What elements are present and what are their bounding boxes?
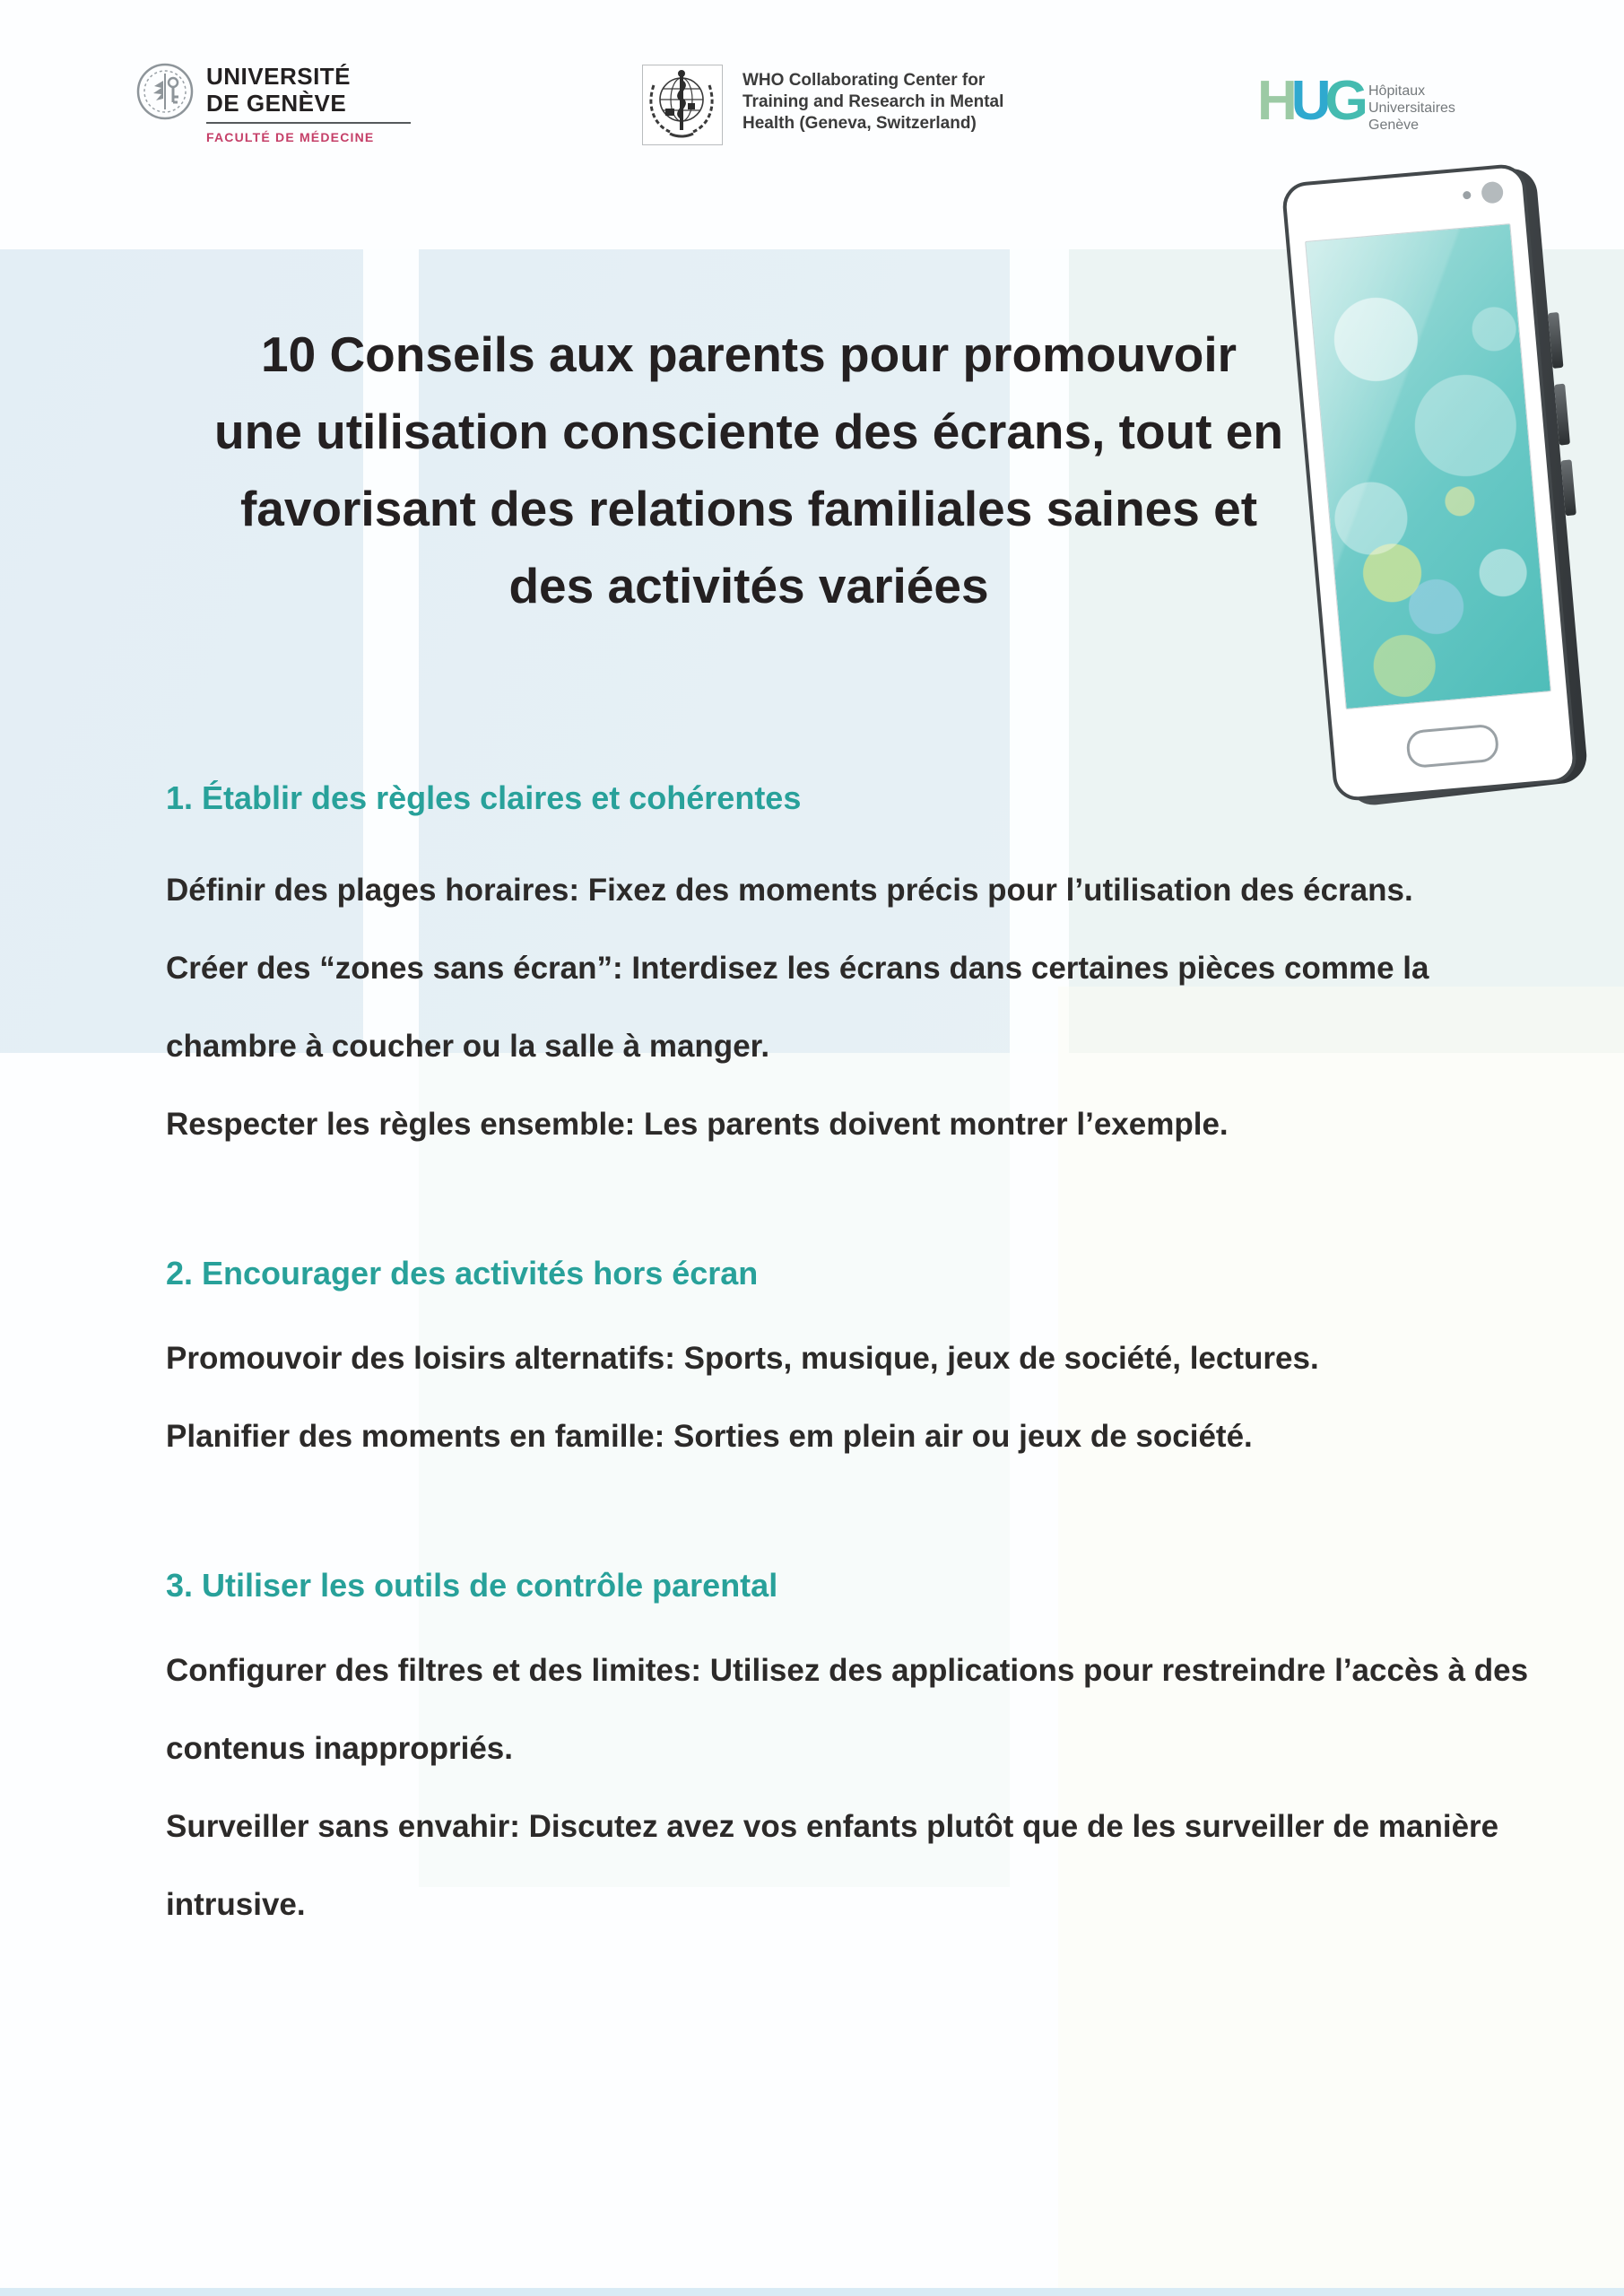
unige-faculty-label: FACULTÉ DE MÉDECINE: [206, 130, 375, 144]
section-regles-claires: [166, 778, 1583, 1163]
title-line-2: une utilisation consciente des écrans, tout en: [214, 404, 1283, 459]
section-3-line-2: contenus inappropriés.: [166, 1731, 513, 1766]
who-label-line2: Training and Research in Mental: [743, 92, 1004, 111]
section-1-heading: 1. Établir des règles claires et cohérentes: [166, 779, 802, 816]
title-line-4: des activités variées: [508, 558, 989, 613]
phone-home-button: [1405, 724, 1499, 770]
hug-letter-h: H: [1257, 70, 1291, 132]
section-1-line-1: Définir des plages horaires: Fixez des moments précis pour l’utilisation des écrans.: [166, 873, 1413, 908]
hug-label-line2: Universitaires: [1368, 100, 1455, 116]
hug-letter-u: U: [1290, 70, 1325, 132]
section-3-heading: 3. Utiliser les outils de contrôle parental: [166, 1567, 778, 1604]
title-line-1: 10 Conseils aux parents pour promouvoir: [260, 326, 1238, 382]
page-title: [126, 316, 1372, 624]
section-3-line-4: intrusive.: [166, 1887, 306, 1922]
section-3-line-1: Configurer des filtres et des limites: Utilisez des applications pour restreindre l’accès à des: [166, 1653, 1529, 1688]
unige-seal-icon: [136, 63, 194, 120]
section-activites-hors-ecran: [166, 1254, 1583, 1475]
who-emblem-box: [642, 65, 723, 145]
section-2-line-2: Planifier des moments en famille: Sorties em plein air ou jeux de société.: [166, 1419, 1253, 1454]
unige-divider: [206, 122, 411, 124]
section-1-line-2: Créer des “zones sans écran”: Interdisez les écrans dans certaines pièces comme la: [166, 951, 1429, 986]
title-line-3: favorisant des relations familiales saines et: [239, 481, 1258, 536]
section-3-line-3: Surveiller sans envahir: Discutez avez vos enfants plutôt que de les surveiller de manière: [166, 1809, 1499, 1844]
hug-label-line3: Genève: [1368, 117, 1420, 133]
section-2-heading: 2. Encourager des activités hors écran: [166, 1255, 759, 1292]
who-label-line3: Health (Geneva, Switzerland): [743, 114, 977, 133]
bottom-accent-bar: [0, 2288, 1624, 2296]
unige-name-line2: DE GENÈVE: [206, 90, 347, 117]
who-label-line1: WHO Collaborating Center for: [743, 71, 986, 90]
phone-camera-dot-icon: [1463, 191, 1472, 200]
hug-letter-g: G: [1324, 70, 1362, 132]
phone-camera-lens-icon: [1481, 181, 1504, 204]
unige-name-line1: UNIVERSITÉ: [206, 63, 352, 90]
who-emblem-icon: [643, 65, 720, 143]
section-2-line-1: Promouvoir des loisirs alternatifs: Sports, musique, jeux de société, lectures.: [166, 1341, 1319, 1376]
section-controle-parental: [166, 1566, 1583, 1944]
hug-label-line1: Hôpitaux: [1368, 83, 1426, 99]
hug-acronym: [1257, 70, 1362, 132]
section-1-line-3: chambre à coucher ou la salle à manger.: [166, 1029, 770, 1064]
section-1-line-4: Respecter les règles ensemble: Les parents doivent montrer l’exemple.: [166, 1107, 1229, 1142]
